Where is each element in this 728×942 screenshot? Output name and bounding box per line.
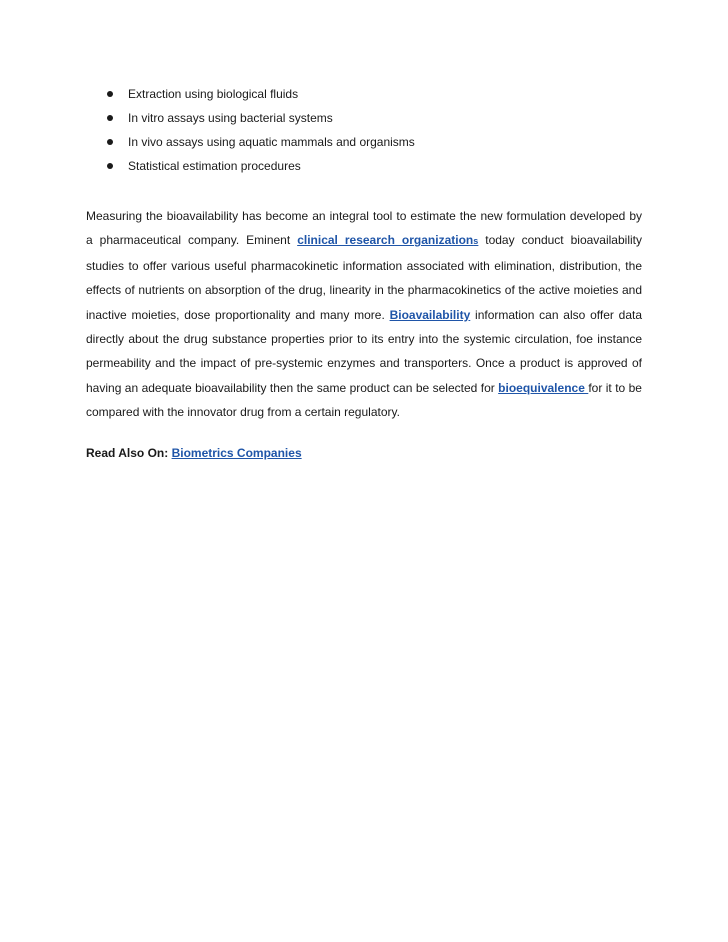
paragraph-text: today conduct bioavailability studies to offer various useful pharmacokinetic information associated with elimination, distribution, the effects of nutrients on absorption of the drug, linearity in the pharmacokinetics of the active moieties and inactive moieties, dose proportionality and many more. (86, 233, 642, 322)
list-item (104, 158, 415, 182)
body-paragraph (86, 204, 642, 425)
paragraph-text: Measuring the bioavailability has become an integral tool to estimate the new formulation developed by a pharmaceutical company. Eminent (86, 209, 642, 248)
clinical-research-link[interactable] (297, 233, 478, 247)
read-also-label: Read Also On: (86, 446, 172, 460)
list-item-text: In vivo assays using aquatic mammals and organisms (128, 135, 415, 149)
paragraph-text: for it to be compared with the innovator drug from a certain regulatory. (86, 380, 642, 420)
bullet-list (104, 86, 415, 182)
list-item-text: Statistical estimation procedures (128, 159, 301, 173)
clinical-research-link-suffix: s (473, 236, 479, 247)
clinical-research-link-text: clinical research organization (297, 233, 474, 248)
list-item (104, 110, 415, 134)
list-item-text: Extraction using biological fluids (128, 87, 299, 101)
biometrics-companies-link[interactable]: Biometrics Companies (171, 446, 302, 460)
read-also-line (86, 445, 302, 461)
list-item (104, 86, 415, 110)
bullet-dot-icon (107, 91, 113, 97)
bullet-dot-icon (107, 115, 113, 121)
list-item-text: In vitro assays using bacterial systems (128, 111, 333, 125)
list-item (104, 134, 415, 158)
bioequivalence-link[interactable]: bioequivalence (498, 380, 589, 395)
paragraph-text: information can also offer data directly about the drug substance properties prior to its entry into the systemic circulation, foe instance permeability and the impact of pre-systemic enzymes and transporters. Once a product is approved of having an adequate bioavailability then the same product can be selected for (86, 307, 643, 395)
bullet-dot-icon (107, 139, 113, 145)
bullet-dot-icon (107, 163, 113, 169)
bioavailability-link[interactable]: Bioavailability (389, 307, 471, 322)
